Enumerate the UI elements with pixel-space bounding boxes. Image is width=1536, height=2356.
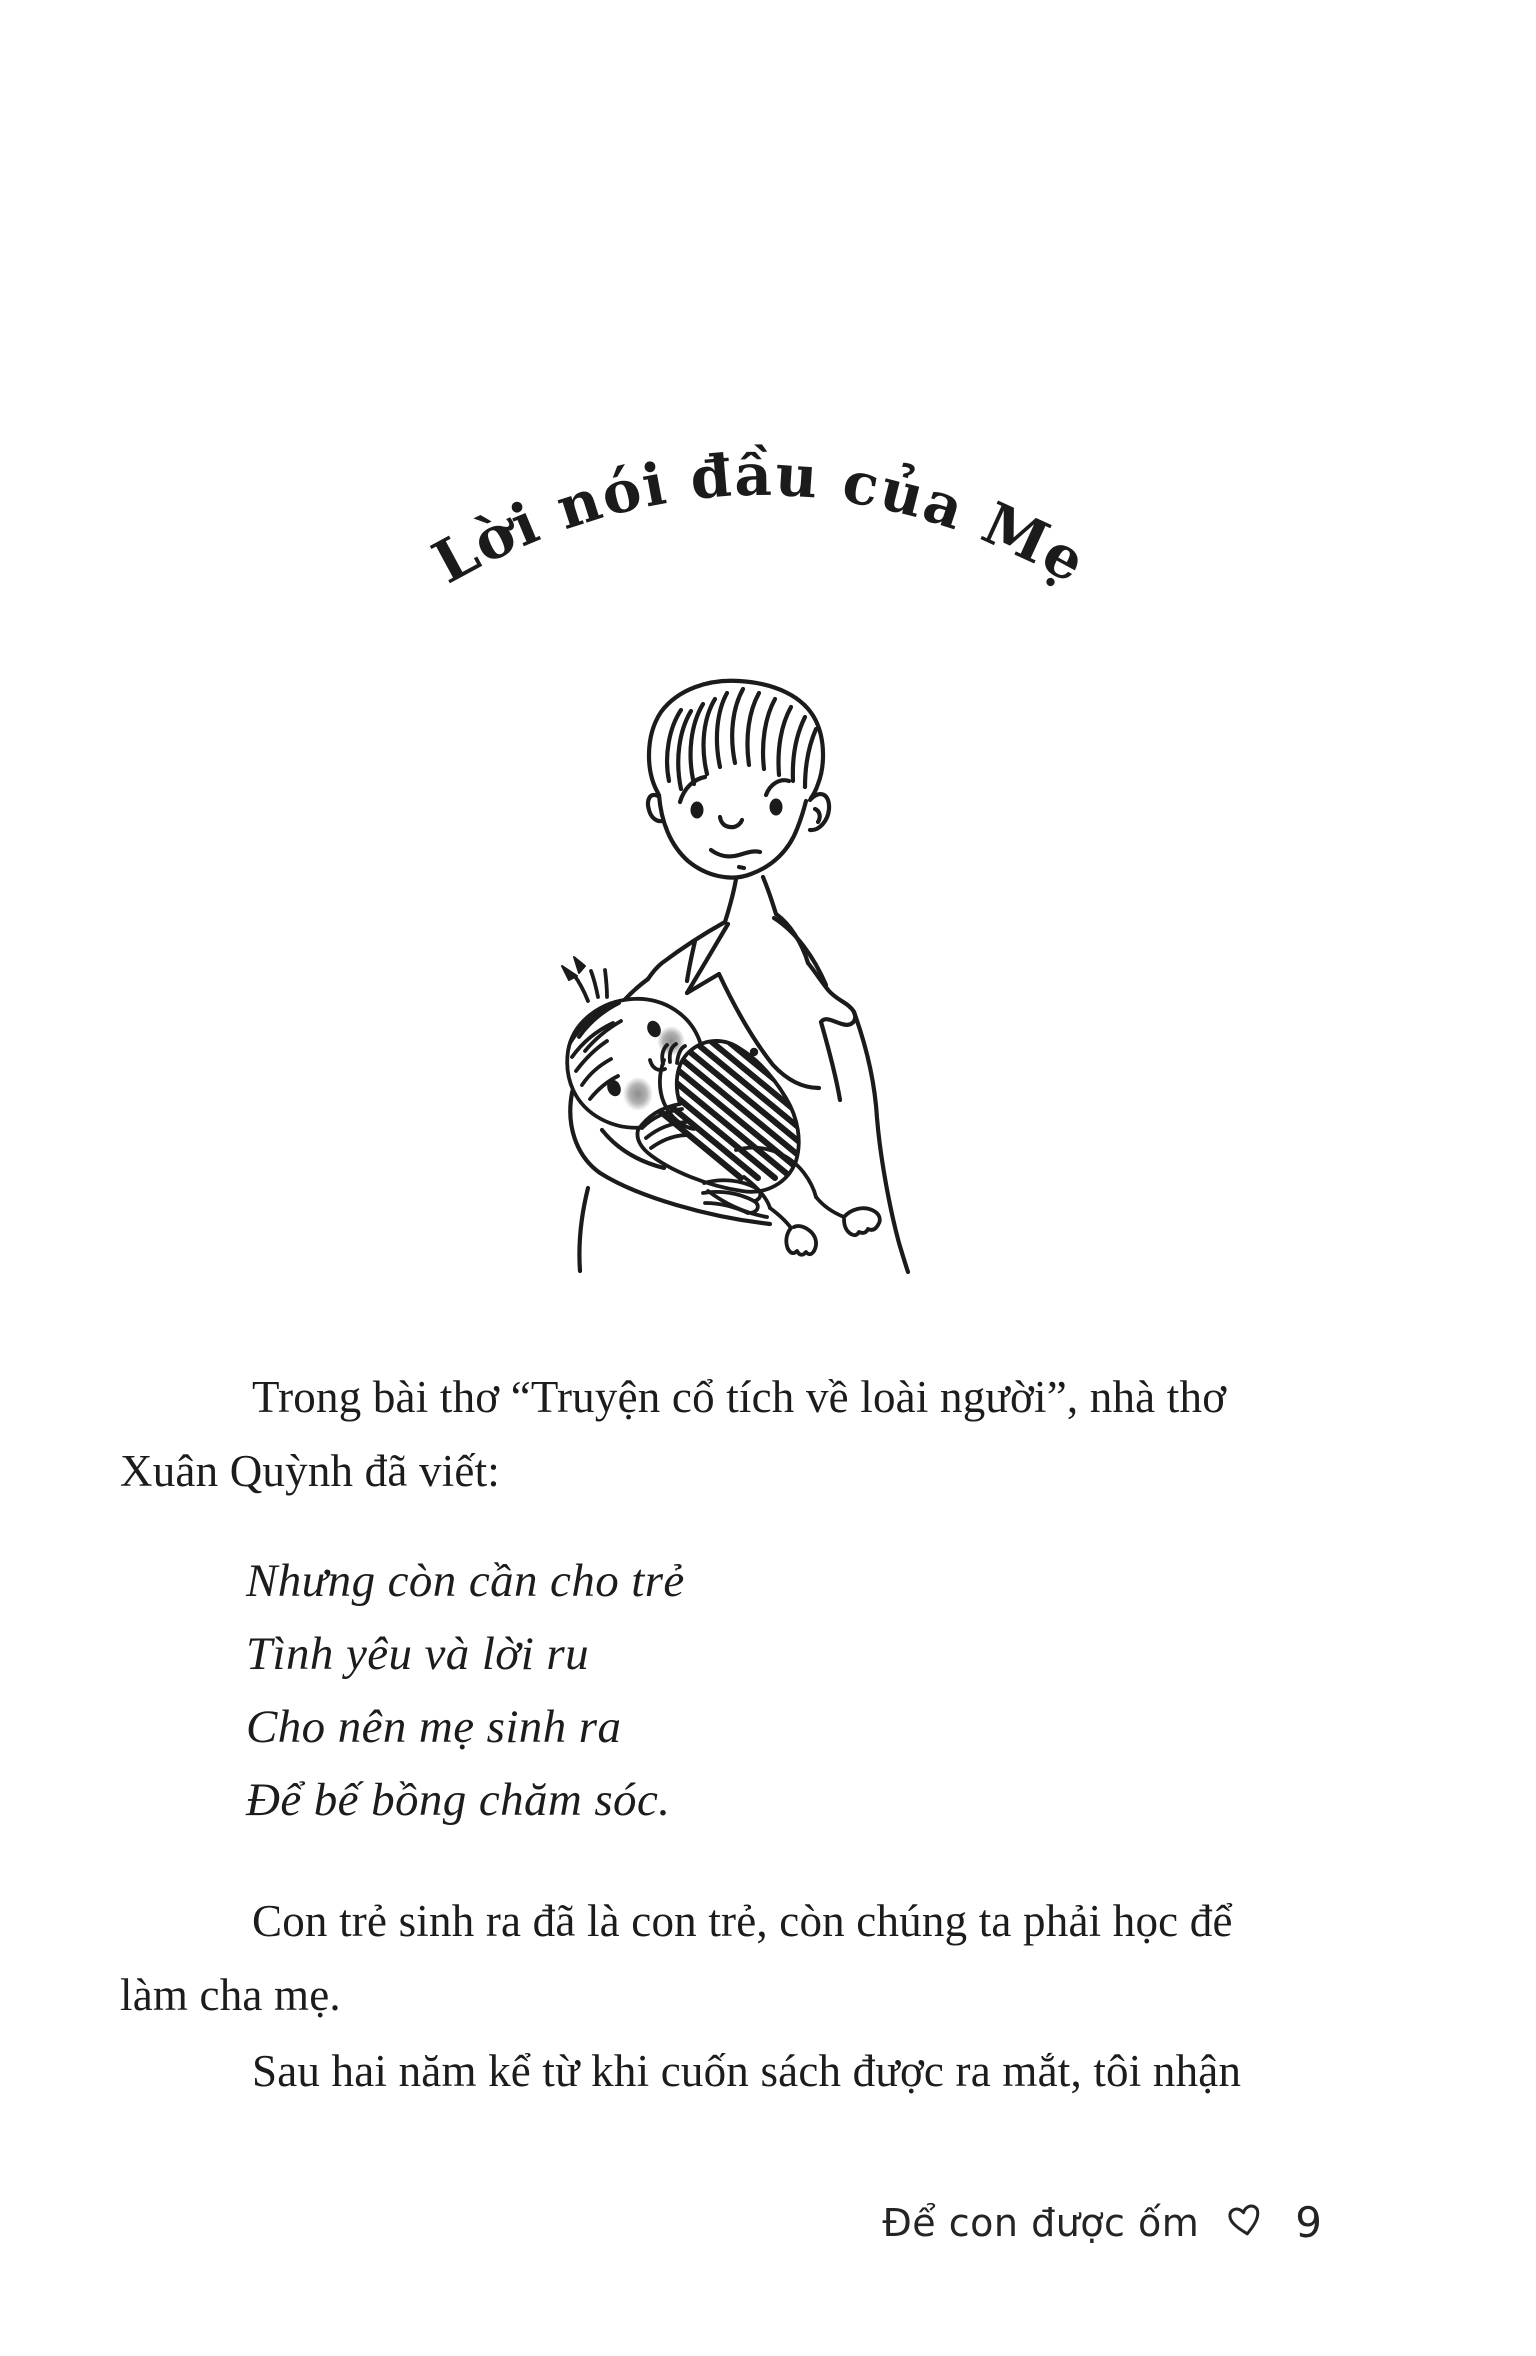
paragraph-body <box>120 2034 1450 2108</box>
mother-neck <box>725 879 736 922</box>
mother-baby-illustration <box>558 660 938 1300</box>
text-line: Sau hai năm kể từ khi cuốn sách được ra mắt, tôi nhận <box>252 2046 1242 2096</box>
text-line: Xuân Quỳnh đã viết: <box>120 1446 500 1496</box>
poem-line: Để bế bồng chăm sóc. <box>246 1774 671 1826</box>
mother-right-eye <box>770 799 783 816</box>
sleeve-fold <box>808 963 855 1025</box>
poem-line: Nhưng còn cần cho trẻ <box>246 1555 685 1607</box>
poem-quote <box>246 1545 685 1837</box>
baby-far-foot <box>844 1208 880 1225</box>
mother-right-eyebrow <box>766 780 789 795</box>
paragraph-intro <box>120 1360 1450 1508</box>
heart-icon <box>1225 2201 1266 2241</box>
mother-face <box>659 795 806 878</box>
poem-line: Cho nên mẹ sinh ra <box>246 1701 622 1753</box>
mother-left-eyebrow <box>680 777 705 802</box>
text-line: làm cha mẹ. <box>120 1970 341 2020</box>
svg-text:Lời nói đầu của Mẹ <box>422 441 1098 597</box>
mother-left-eye <box>691 802 704 819</box>
hair-bow <box>562 966 577 980</box>
paragraph-body <box>120 1884 1450 2032</box>
baby-near-foot <box>786 1228 791 1249</box>
page-number: 9 <box>1295 2198 1322 2247</box>
chapter-title <box>400 420 1120 630</box>
text-line: Con trẻ sinh ra đã là con trẻ, còn chúng ta phải học để <box>252 1896 1233 1946</box>
baby-cheek <box>623 1077 653 1111</box>
baby-hair-tuft <box>574 975 588 1001</box>
mother-nose <box>720 817 742 827</box>
text-line: Trong bài thơ “Truyện cổ tích về loài người”, nhà thơ <box>252 1372 1227 1422</box>
running-footer-book-title: Để con được ốm <box>882 2200 1200 2245</box>
page-title: Lời nói đầu của Mẹ <box>421 440 1099 597</box>
page-footer <box>0 2198 1322 2247</box>
mother-torso <box>579 1188 588 1271</box>
poem-line: Tình yêu và lời ru <box>246 1628 589 1680</box>
mother-mouth <box>711 850 760 856</box>
